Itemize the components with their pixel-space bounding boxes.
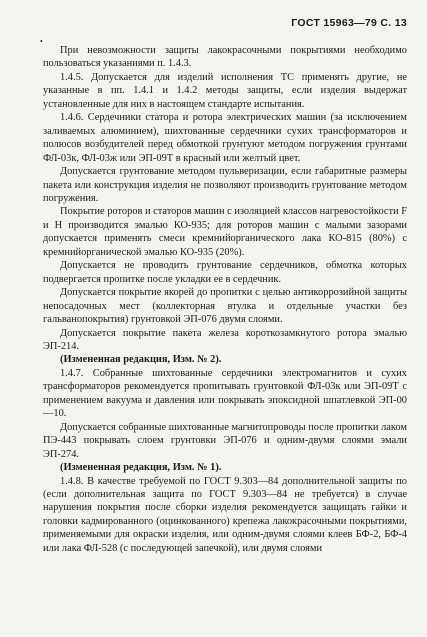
- paragraph: 1.4.8. В качестве требуемой по ГОСТ 9.303—84 дополнительной защиты по (если дополнительная защита по ГОСТ 9.303—84 не требуется) в случае нарушения покрытия после сборки изделия рекомендуется защищать гайки и головки кадмированного (оцинкованного) крепежа лакокрасочными покрытиями, применяемыми для окраски изделия, или одним-двумя слоями клеев БФ-2, БФ-4 или лака ФЛ-528 (с последующей запечкой), или двумя слоями: [43, 475, 407, 554]
- document-body: [43, 44, 407, 555]
- paragraph: 1.4.6. Сердечники статора и ротора электрических машин (за исключением заливаемых алюминием), шихтованные сердечники сухих трансформаторов и полюсов возбудителей перед обмоткой грунтуют методом погружения грунтами ФЛ-03к, ФЛ-03ж или ЭП-09Т в красный или желтый цвет.: [43, 112, 407, 164]
- paragraph: Покрытие роторов и статоров машин с изоляцией классов нагревостойкости F и H производится эмалью КО-935; для роторов машин с малыми зазорами допускается применять смеси кремнийорганического лака КО-815 (80%) с кремнийорганической эмалью КО-935 (20%).: [43, 206, 407, 258]
- paragraph: Допускается не проводить грунтование сердечников, обмотка которых подвергается пропитке после укладки ее в сердечник.: [43, 260, 407, 285]
- amendment-note: (Измененная редакция, Изм. № 2).: [60, 354, 222, 366]
- amendment-note: (Измененная редакция, Изм. № 1).: [60, 462, 222, 474]
- paragraph: 1.4.7. Собранные шихтованные сердечники электромагнитов и сухих трансформаторов рекомендуется пропитывать грунтовкой ФЛ-03к или ЭП-09Т с применением вакуума и давления или покрывать эпоксидной шпатлевкой ЭП-00—10.: [43, 367, 407, 420]
- paragraph: Допускается покрытие якорей до пропитки с целью антикоррозийной защиты непосадочных мест (коллекторная втулка и отдельные участки без гальванопокрытия) грунтовкой ЭП-076 двумя слоями.: [43, 287, 407, 326]
- paragraph: Допускается грунтование методом пульверизации, если габаритные размеры пакета или конструкция изделия не позволяют производить грунтование методом погружения.: [43, 166, 407, 204]
- margin-mark: •: [40, 37, 43, 46]
- paragraph: 1.4.5. Допускается для изделий исполнения ТС применять другие, не указанные в пп. 1.4.1 и 1.4.2 методы защиты, если изделия выдержат установленные для них в настоящем стандарте испытания.: [43, 71, 407, 110]
- paragraph: Допускается покрытие пакета железа короткозамкнутого ротора эмалью ЭП-214.: [43, 327, 407, 352]
- page-header: ГОСТ 15963—79 С. 13: [291, 17, 407, 29]
- paragraph: Допускается собранные шихтованные магнитопроводы после пропитки лаком ПЭ-443 покрывать слоем грунтовки ЭП-076 и одним-двумя слоями эмали ЭП-274.: [43, 421, 407, 460]
- paragraph: При невозможности защиты лакокрасочными покрытиями необходимо пользоваться указаниями п. 1.4.3.: [43, 45, 407, 70]
